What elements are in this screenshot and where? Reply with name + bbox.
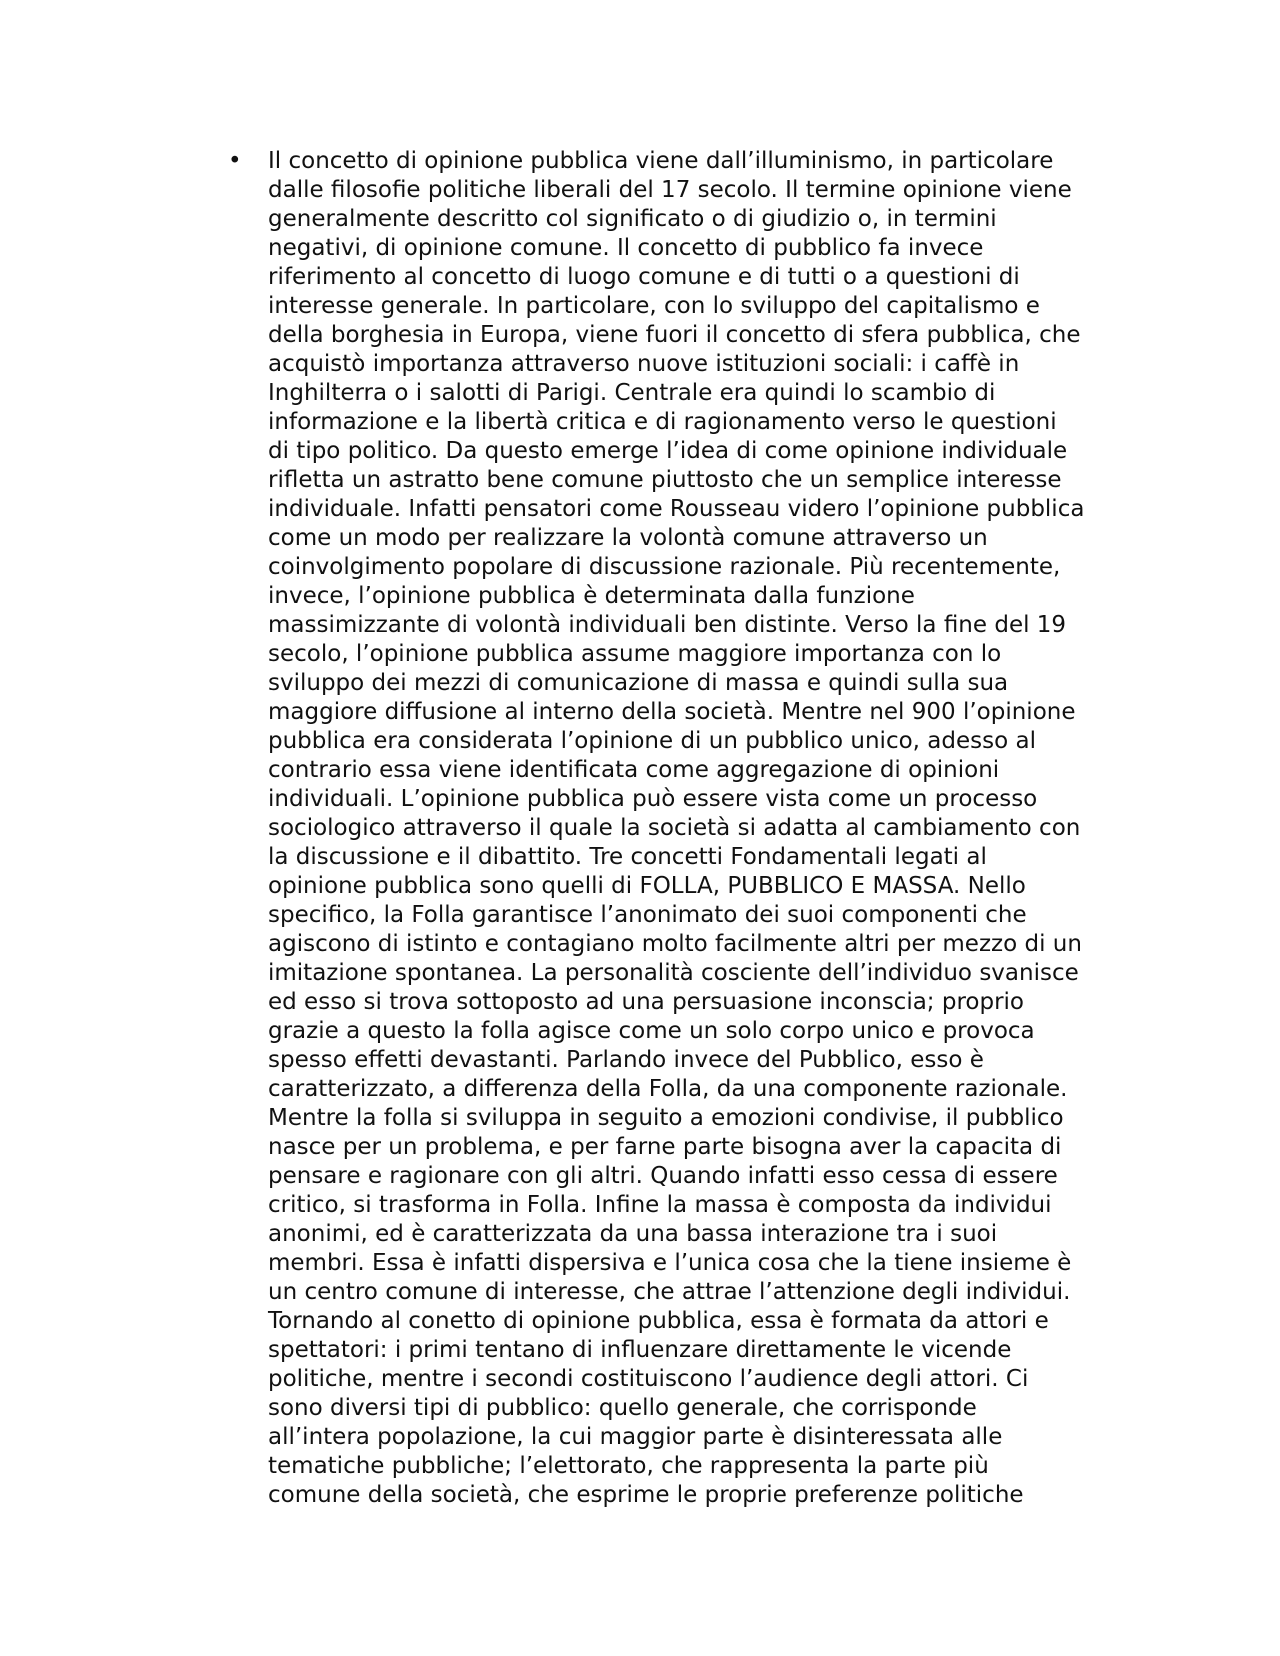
text-line: dalle filosofie politiche liberali del 17 secolo. Il termine opinione viene xyxy=(268,177,1072,203)
text-line: pensare e ragionare con gli altri. Quando infatti esso cessa di essere xyxy=(268,1163,1058,1189)
text-line: contrario essa viene identificata come aggregazione di opinioni xyxy=(268,757,1000,783)
text-line: invece, l’opinione pubblica è determinata dalla funzione xyxy=(268,583,915,609)
text-line: comune della società, che esprime le proprie preferenze politiche xyxy=(268,1482,1024,1508)
text-line: di tipo politico. Da questo emerge l’idea di come opinione individuale xyxy=(268,438,1068,464)
text-line: informazione e la libertà critica e di ragionamento verso le questioni xyxy=(268,409,1057,435)
text-line: tematiche pubbliche; l’elettorato, che rappresenta la parte più xyxy=(268,1453,989,1479)
text-line: ed esso si trova sottoposto ad una persuasione inconscia; proprio xyxy=(268,989,1025,1015)
text-line: caratterizzato, a differenza della Folla, da una componente razionale. xyxy=(268,1076,1068,1102)
text-line: un centro comune di interesse, che attrae l’attenzione degli individui. xyxy=(268,1279,1071,1305)
text-line: spesso effetti devastanti. Parlando invece del Pubblico, esso è xyxy=(268,1047,984,1073)
text-line: grazie a questo la folla agisce come un solo corpo unico e provoca xyxy=(268,1018,1035,1044)
bullet-icon: • xyxy=(228,148,242,174)
text-line: negativi, di opinione comune. Il concetto di pubblico fa invece xyxy=(268,235,984,261)
text-line: sviluppo dei mezzi di comunicazione di massa e quindi sulla sua xyxy=(268,670,1009,696)
text-line: secolo, l’opinione pubblica assume maggiore importanza con lo xyxy=(268,641,1002,667)
text-line: sociologico attraverso il quale la società si adatta al cambiamento con xyxy=(268,815,1081,841)
text-line: individuale. Infatti pensatori come Rousseau videro l’opinione pubblica xyxy=(268,496,1085,522)
text-line: generalmente descritto col significato o di giudizio o, in termini xyxy=(268,206,997,232)
text-line: individuali. L’opinione pubblica può essere vista come un processo xyxy=(268,786,1038,812)
text-line: agiscono di istinto e contagiano molto facilmente altri per mezzo di un xyxy=(268,931,1082,957)
text-line: politiche, mentre i secondi costituiscono l’audience degli attori. Ci xyxy=(268,1366,1029,1392)
text-line: acquistò importanza attraverso nuove istituzioni sociali: i caffè in xyxy=(268,351,1020,377)
text-line: rifletta un astratto bene comune piuttosto che un semplice interesse xyxy=(268,467,1062,493)
text-line: Inghilterra o i salotti di Parigi. Centrale era quindi lo scambio di xyxy=(268,380,996,406)
text-line: Il concetto di opinione pubblica viene dall’illuminismo, in particolare xyxy=(268,148,1054,174)
text-line: coinvolgimento popolare di discussione razionale. Più recentemente, xyxy=(268,554,1061,580)
text-line: interesse generale. In particolare, con lo sviluppo del capitalismo e xyxy=(268,293,1040,319)
text-line: spettatori: i primi tentano di influenzare direttamente le vicende xyxy=(268,1337,1012,1363)
text-line: Tornando al conetto di opinione pubblica, essa è formata da attori e xyxy=(268,1308,1049,1334)
text-line: critico, si trasforma in Folla. Infine la massa è composta da individui xyxy=(268,1192,1052,1218)
text-line: pubblica era considerata l’opinione di un pubblico unico, adesso al xyxy=(268,728,1036,754)
text-line: Mentre la folla si sviluppa in seguito a emozioni condivise, il pubblico xyxy=(268,1105,1064,1131)
text-line: anonimi, ed è caratterizzata da una bassa interazione tra i suoi xyxy=(268,1221,998,1247)
text-line: nasce per un problema, e per farne parte bisogna aver la capacita di xyxy=(268,1134,1062,1160)
text-line: come un modo per realizzare la volontà comune attraverso un xyxy=(268,525,988,551)
text-line: imitazione spontanea. La personalità cosciente dell’individuo svanisce xyxy=(268,960,1079,986)
text-line: specifico, la Folla garantisce l’anonimato dei suoi componenti che xyxy=(268,902,1027,928)
text-line: massimizzante di volontà individuali ben distinte. Verso la fine del 19 xyxy=(268,612,1067,638)
text-line: riferimento al concetto di luogo comune e di tutti o a questioni di xyxy=(268,264,1020,290)
paragraph-text xyxy=(268,147,1168,1510)
text-line: della borghesia in Europa, viene fuori il concetto di sfera pubblica, che xyxy=(268,322,1081,348)
text-line: membri. Essa è infatti dispersiva e l’unica cosa che la tiene insieme è xyxy=(268,1250,1072,1276)
text-line: all’intera popolazione, la cui maggior parte è disinteressata alle xyxy=(268,1424,1003,1450)
text-line: opinione pubblica sono quelli di FOLLA, PUBBLICO E MASSA. Nello xyxy=(268,873,1026,899)
text-line: sono diversi tipi di pubblico: quello generale, che corrisponde xyxy=(268,1395,977,1421)
text-line: la discussione e il dibattito. Tre concetti Fondamentali legati al xyxy=(268,844,987,870)
text-line: maggiore diffusione al interno della società. Mentre nel 900 l’opinione xyxy=(268,699,1076,725)
